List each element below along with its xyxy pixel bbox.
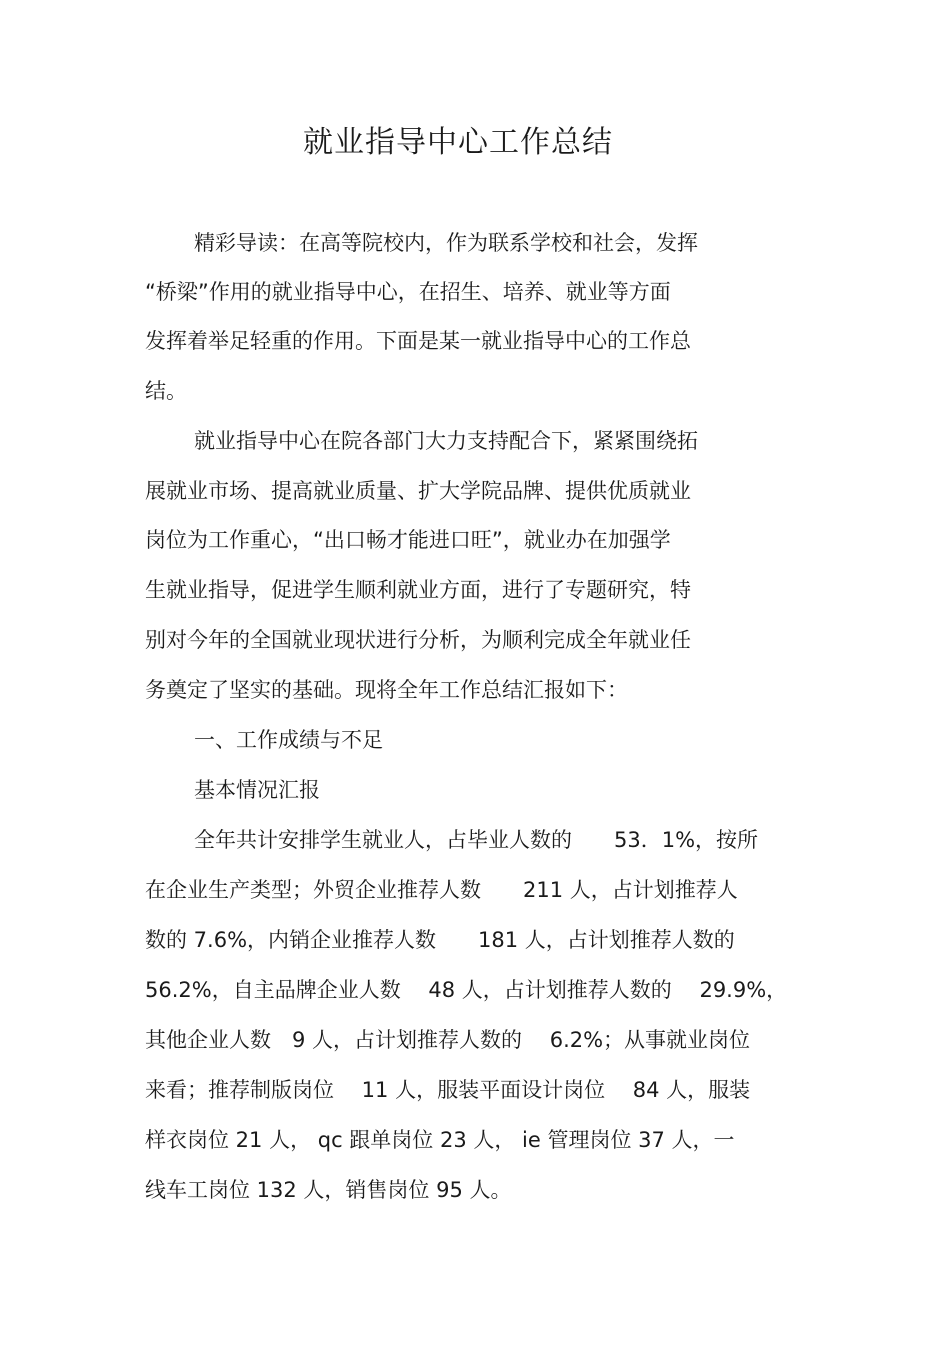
paragraph-line: 结。	[145, 379, 187, 403]
paragraph-line: 数的 7.6%，内销企业推荐人数 181 人，占计划推荐人数的	[145, 928, 735, 952]
paragraph-line: 展就业市场、提高就业质量、扩大学院品牌、提供优质就业	[145, 479, 691, 503]
document-title: 就业指导中心工作总结	[303, 125, 613, 160]
paragraph-line: 其他企业人数 9 人，占计划推荐人数的 6.2%；从事就业岗位	[145, 1028, 751, 1052]
paragraph-line: 在企业生产类型；外贸企业推荐人数 211 人，占计划推荐人	[145, 878, 738, 902]
paragraph-line: 56.2%，自主品牌企业人数 48 人，占计划推荐人数的 29.9%，	[145, 978, 788, 1002]
paragraph-line: 发挥着举足轻重的作用。下面是某一就业指导中心的工作总	[145, 329, 691, 353]
subsection-heading: 基本情况汇报	[194, 778, 320, 802]
paragraph-line: 就业指导中心在院各部门大力支持配合下，紧紧围绕拓	[194, 429, 698, 453]
paragraph-line: 务奠定了坚实的基础。现将全年工作总结汇报如下：	[145, 678, 628, 702]
paragraph-line: 生就业指导，促进学生顺利就业方面，进行了专题研究，特	[145, 578, 691, 602]
paragraph-line: 线车工岗位 132 人，销售岗位 95 人。	[145, 1178, 512, 1202]
paragraph-line: 岗位为工作重心，“出口畅才能进口旺”，就业办在加强学	[145, 528, 671, 552]
paragraph-line: “桥梁”作用的就业指导中心，在招生、培养、就业等方面	[145, 280, 671, 304]
paragraph-line: 全年共计安排学生就业人，占毕业人数的 53．1%，按所	[194, 828, 759, 852]
paragraph-line: 精彩导读：在高等院校内，作为联系学校和社会，发挥	[194, 231, 698, 255]
paragraph-line: 别对今年的全国就业现状进行分析，为顺利完成全年就业任	[145, 628, 691, 652]
paragraph-line: 来看；推荐制版岗位 11 人，服装平面设计岗位 84 人，服装	[145, 1078, 751, 1102]
paragraph-line: 样衣岗位 21 人， qc 跟单岗位 23 人， ie 管理岗位 37 人，一	[145, 1128, 735, 1152]
section-heading: 一、工作成绩与不足	[194, 728, 383, 752]
